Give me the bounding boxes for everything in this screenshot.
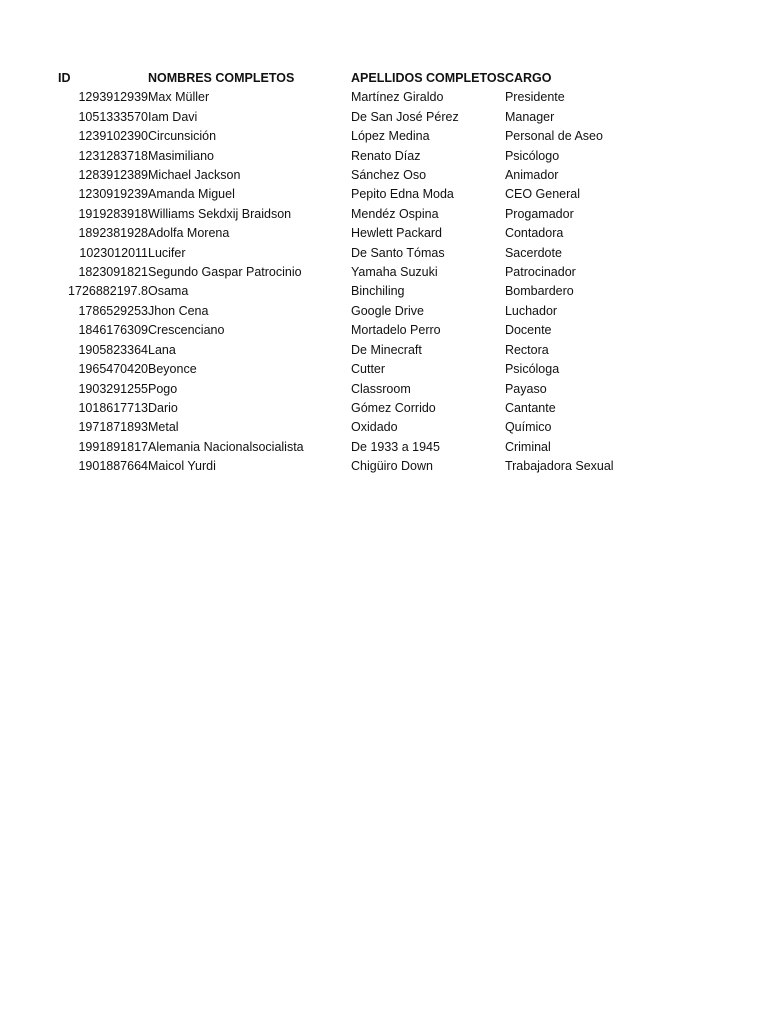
cell-apellidos: Oxidado	[351, 420, 398, 435]
header-apellidos: APELLIDOS COMPLETOS	[351, 71, 505, 85]
table-row	[58, 88, 625, 107]
cell-apellidos: De 1933 a 1945	[351, 439, 440, 454]
cell-id: 1051333570	[78, 109, 148, 124]
cell-nombres: Beyonce	[148, 362, 197, 377]
cell-id: 1971871893	[78, 420, 148, 435]
cell-nombres: Metal	[148, 420, 179, 435]
table-row	[58, 185, 625, 204]
cell-apellidos: Renato Díaz	[351, 148, 421, 163]
cell-cargo: Trabajadora Sexual	[504, 459, 614, 474]
cell-cargo: Payaso	[504, 381, 547, 396]
table-row	[58, 399, 625, 418]
cell-cargo: CEO General	[504, 187, 580, 202]
cell-nombres: Pogo	[148, 381, 178, 396]
cell-apellidos: Chigüiro Down	[351, 459, 433, 474]
header-cargo: CARGO	[504, 71, 552, 85]
cell-cargo: Químico	[504, 420, 552, 435]
table-row	[58, 457, 625, 476]
table-row	[58, 205, 625, 224]
cell-apellidos: Cutter	[351, 362, 386, 377]
cell-cargo: Patrocinador	[504, 265, 576, 280]
cell-nombres: Lana	[148, 342, 176, 357]
cell-id: 1230919239	[78, 187, 148, 202]
cell-apellidos: Classroom	[351, 381, 411, 396]
table-row	[58, 341, 625, 360]
cell-id: 1018617713	[78, 400, 148, 415]
cell-nombres: Maicol Yurdi	[148, 459, 216, 474]
cell-apellidos: Mortadelo Perro	[351, 323, 441, 338]
cell-nombres: Lucifer	[148, 245, 186, 260]
table-row	[58, 360, 625, 379]
cell-cargo: Cantante	[504, 400, 556, 415]
cell-nombres: Crescenciano	[148, 323, 225, 338]
table-row	[58, 263, 625, 282]
cell-nombres: Amanda Miguel	[148, 187, 235, 202]
cell-cargo: Personal de Aseo	[504, 129, 603, 144]
table-row	[58, 282, 625, 301]
cell-apellidos: Mendéz Ospina	[351, 206, 439, 221]
table-row	[58, 438, 625, 457]
cell-id: 1023012011	[79, 245, 148, 260]
cell-apellidos: López Medina	[351, 129, 430, 144]
cell-id: 1726882197.8	[68, 284, 148, 299]
cell-apellidos: Google Drive	[351, 303, 424, 318]
cell-apellidos: Pepito Edna Moda	[351, 187, 454, 202]
table-row	[58, 302, 625, 321]
cell-id: 1293912939	[78, 90, 148, 105]
cell-id: 1991891817	[78, 439, 148, 454]
table-body	[58, 88, 625, 476]
table-row	[58, 380, 625, 399]
cell-apellidos: De Minecraft	[351, 342, 422, 357]
cell-id: 1283912389	[78, 168, 148, 183]
table-row	[58, 166, 625, 185]
cell-id: 1905823364	[78, 342, 148, 357]
cell-nombres: Masimiliano	[148, 148, 214, 163]
cell-apellidos: Hewlett Packard	[351, 226, 443, 241]
employee-table	[58, 69, 625, 477]
cell-id: 1903291255	[78, 381, 148, 396]
cell-id: 1846176309	[78, 323, 148, 338]
table-row	[58, 418, 625, 437]
cell-id: 1965470420	[78, 362, 148, 377]
cell-apellidos: Sánchez Oso	[351, 168, 427, 183]
cell-nombres: Alemania Nacionalsocialista	[148, 439, 304, 454]
cell-cargo: Manager	[504, 109, 555, 124]
table-header	[58, 69, 625, 88]
header-id: ID	[58, 71, 71, 85]
table-row	[58, 244, 625, 263]
cell-id: 1786529253	[78, 303, 148, 318]
cell-id: 1901887664	[78, 459, 148, 474]
table-row	[58, 321, 625, 340]
header-row	[58, 69, 625, 88]
cell-nombres: Osama	[148, 284, 189, 299]
table-row	[58, 224, 625, 243]
cell-nombres: Iam Davi	[148, 109, 198, 124]
cell-apellidos: De Santo Tómas	[351, 245, 445, 260]
cell-nombres: Adolfa Morena	[148, 226, 230, 241]
cell-nombres: Circunsición	[148, 129, 217, 144]
table-row	[58, 127, 625, 146]
cell-cargo: Luchador	[504, 303, 558, 318]
cell-cargo: Bombardero	[504, 284, 574, 299]
cell-cargo: Contadora	[504, 226, 564, 241]
cell-apellidos: Martínez Giraldo	[351, 90, 444, 105]
table-row	[58, 147, 625, 166]
cell-apellidos: Yamaha Suzuki	[351, 265, 438, 280]
cell-cargo: Sacerdote	[504, 245, 562, 260]
cell-apellidos: De San José Pérez	[351, 109, 459, 124]
cell-id: 1892381928	[78, 226, 148, 241]
table-row	[58, 108, 625, 127]
header-nombres: NOMBRES COMPLETOS	[148, 71, 295, 85]
cell-apellidos: Binchiling	[351, 284, 405, 299]
cell-id: 1823091821	[78, 265, 148, 280]
cell-id: 1239102390	[78, 129, 148, 144]
cell-cargo: Psicóloga	[504, 362, 560, 377]
cell-nombres: Segundo Gaspar Patrocinio	[148, 265, 302, 280]
cell-id: 1231283718	[78, 148, 148, 163]
cell-cargo: Animador	[504, 168, 559, 183]
cell-nombres: Dario	[148, 400, 178, 415]
cell-nombres: Williams Sekdxij Braidson	[148, 206, 292, 221]
cell-id: 1919283918	[78, 206, 148, 221]
cell-cargo: Progamador	[504, 206, 574, 221]
cell-cargo: Docente	[504, 323, 552, 338]
cell-nombres: Jhon Cena	[148, 303, 209, 318]
cell-cargo: Psicólogo	[504, 148, 560, 163]
cell-cargo: Rectora	[504, 342, 549, 357]
cell-apellidos: Gómez Corrido	[351, 400, 436, 415]
cell-cargo: Presidente	[504, 90, 565, 105]
cell-nombres: Max Müller	[148, 90, 210, 105]
cell-cargo: Criminal	[504, 439, 551, 454]
cell-nombres: Michael Jackson	[148, 168, 241, 183]
